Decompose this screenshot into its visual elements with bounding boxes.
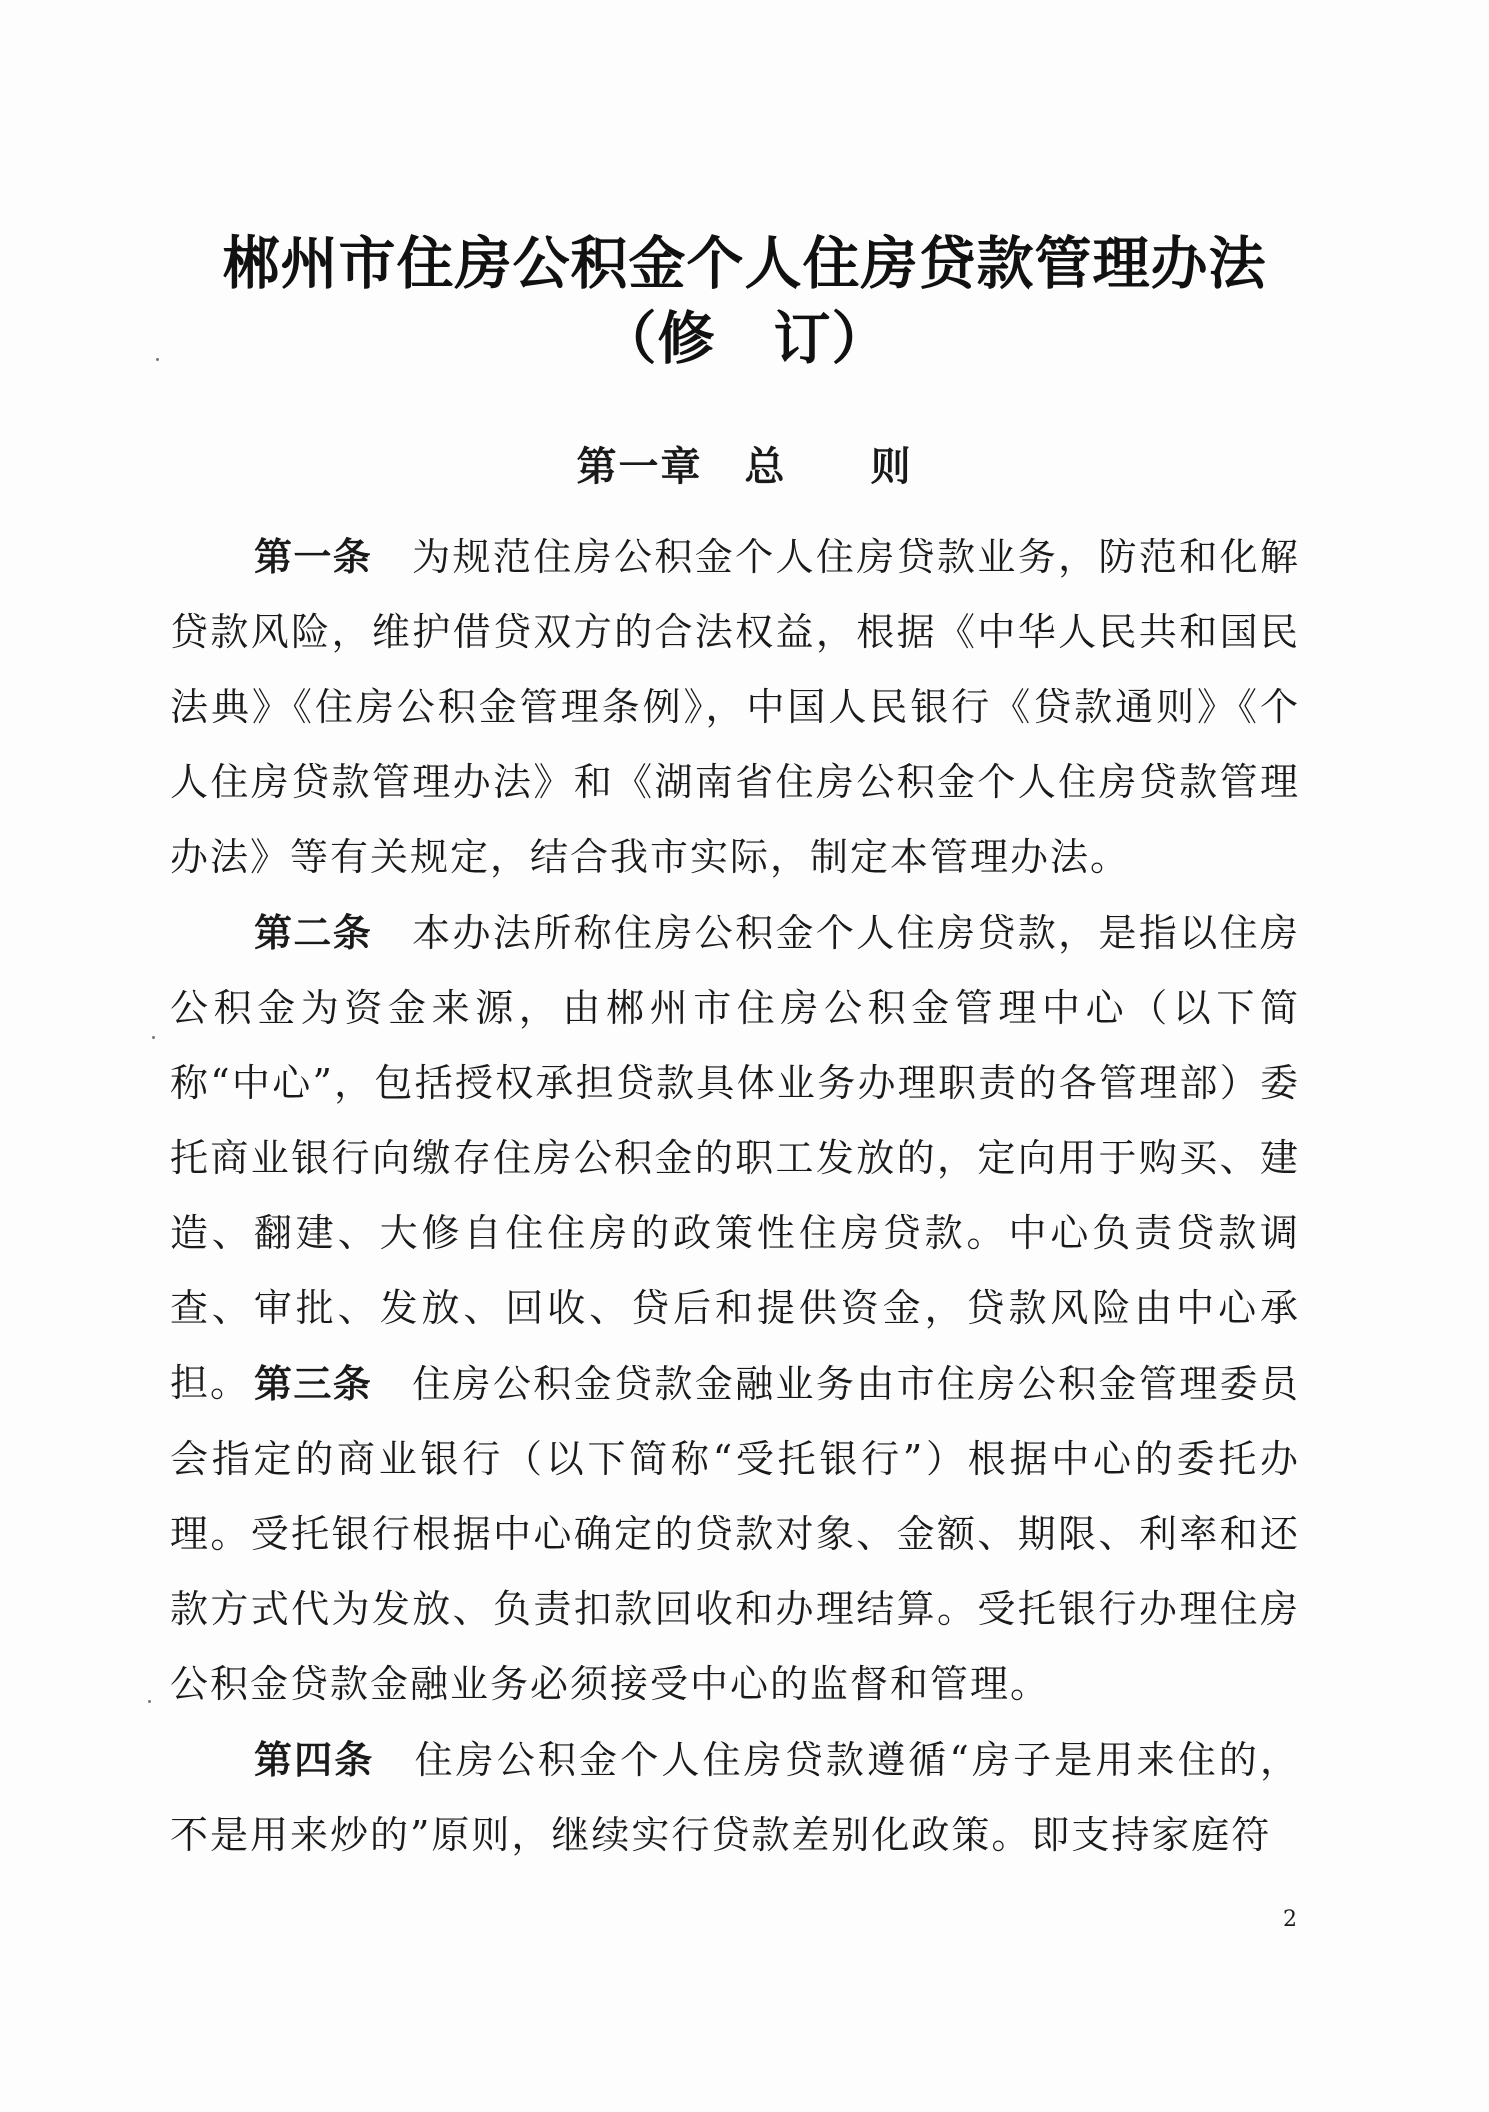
article-label: 第三条 — [254, 1362, 373, 1406]
article-label: 第四条 — [254, 1738, 375, 1782]
document-title: 郴州市住房公积金个人住房贷款管理办法 — [222, 230, 1267, 297]
article-label: 第二条 — [254, 911, 373, 955]
article-text: 为规范住房公积金个人住房贷款业务，防范和化解贷款风险，维护借贷双方的合法权益，根据《中华人民共和国民法典》《住房公积金管理条例》，中国人民银行《贷款通则》《个人住房贷款管理办法》和《湖南省住房公积金个人住房贷款管理办法》等有关规定，结合我市实际，制定本管理办法。 — [170, 535, 1300, 879]
article-2 — [170, 896, 1300, 1421]
article-text: 住房公积金贷款金融业务由市住房公积金管理委员会指定的商业银行（以下简称“受托银行”）根据中心的委托办理。受托银行根据中心确定的贷款对象、金额、期限、利率和还款方式代为发放、负责扣款回收和办理结算。受托银行办理住房公积金贷款金融业务必须接受中心的监督和管理。 — [170, 1362, 1300, 1706]
scan-speck — [148, 1700, 151, 1703]
scan-speck — [152, 1036, 155, 1039]
chapter-heading: 第一章 总 则 — [576, 444, 913, 490]
article-text: 本办法所称住房公积金个人住房贷款，是指以住房公积金为资金来源，由郴州市住房公积金管理中心（以下简称“中心”，包括授权承担贷款具体业务办理职责的各管理部）委托商业银行向缴存住房公积金的职工发放的，定向用于购买、建造、翻建、大修自住住房的政策性住房贷款。中心负责贷款调查、审批、发放、回收、贷后和提供资金，贷款风险由中心承担。 — [170, 911, 1300, 1405]
page-number: 2 — [1283, 1907, 1297, 1932]
article-3 — [170, 1347, 1300, 1722]
document-subtitle: （修 订） — [599, 305, 890, 372]
article-label: 第一条 — [254, 535, 373, 579]
article-text: 住房公积金个人住房贷款遵循“房子是用来住的，不是用来炒的”原则，继续实行贷款差别化政策。即支持家庭符 — [170, 1738, 1300, 1857]
scan-speck — [156, 358, 159, 361]
article-1 — [170, 520, 1300, 895]
article-4 — [170, 1723, 1300, 1873]
